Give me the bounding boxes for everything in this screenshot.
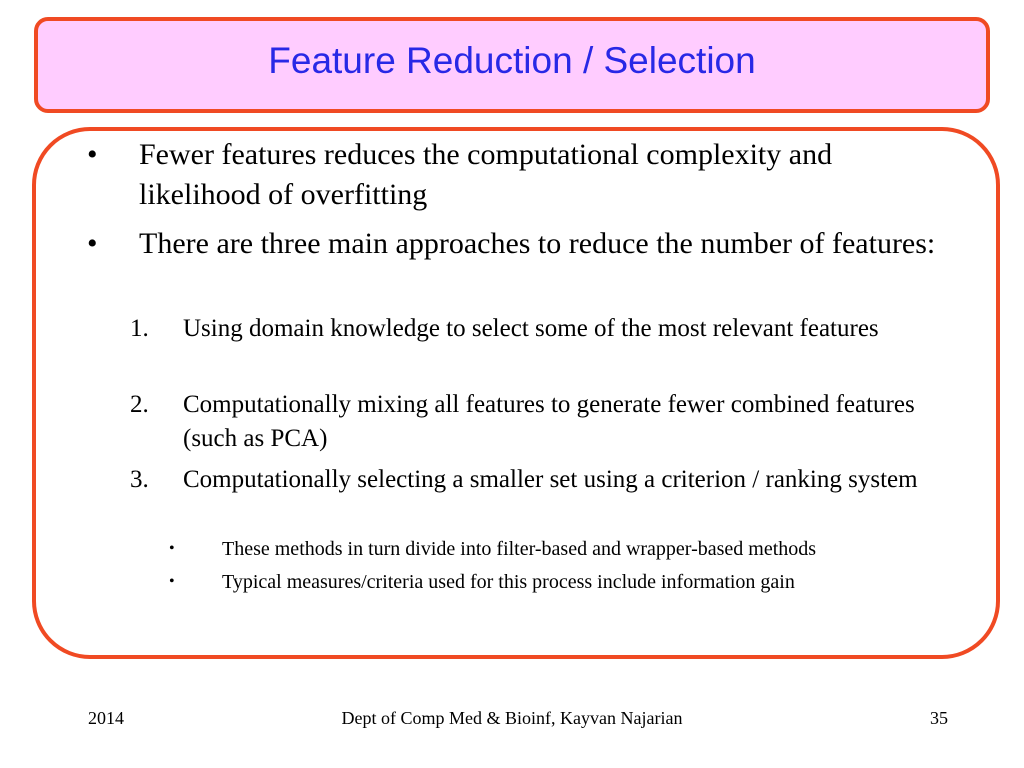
sub-bullet-text: These methods in turn divide into filter-based and wrapper-based methods	[222, 538, 817, 560]
sub-bullet-marker: •	[169, 540, 175, 557]
page-number: 35	[930, 708, 948, 728]
approach-text: Computationally selecting a smaller set using a criterion / ranking system	[183, 466, 918, 493]
approach-number: 3.	[130, 466, 149, 493]
footer-author: Dept of Comp Med & Bioinf, Kayvan Najarian	[341, 708, 683, 728]
sub-bullet-marker: •	[169, 573, 175, 590]
title-box	[34, 17, 990, 113]
approach-text: Computationally mixing all features to generate fewer combined features (such as PCA)	[183, 391, 915, 452]
footer-year: 2014	[88, 708, 124, 728]
approach-number: 1.	[130, 315, 149, 342]
slide-title: Feature Reduction / Selection	[268, 40, 756, 81]
bullet-text: There are three main approaches to reduce the number of features:	[139, 227, 936, 260]
bullet-text: Fewer features reduces the computational complexity and likelihood of overfitting	[139, 138, 833, 211]
approach-number: 2.	[130, 391, 149, 418]
bullet-marker: •	[87, 138, 98, 171]
approach-text: Using domain knowledge to select some of the most relevant features	[183, 315, 879, 342]
sub-bullet-text: Typical measures/criteria used for this process include information gain	[222, 571, 795, 593]
bullet-marker: •	[87, 227, 98, 260]
